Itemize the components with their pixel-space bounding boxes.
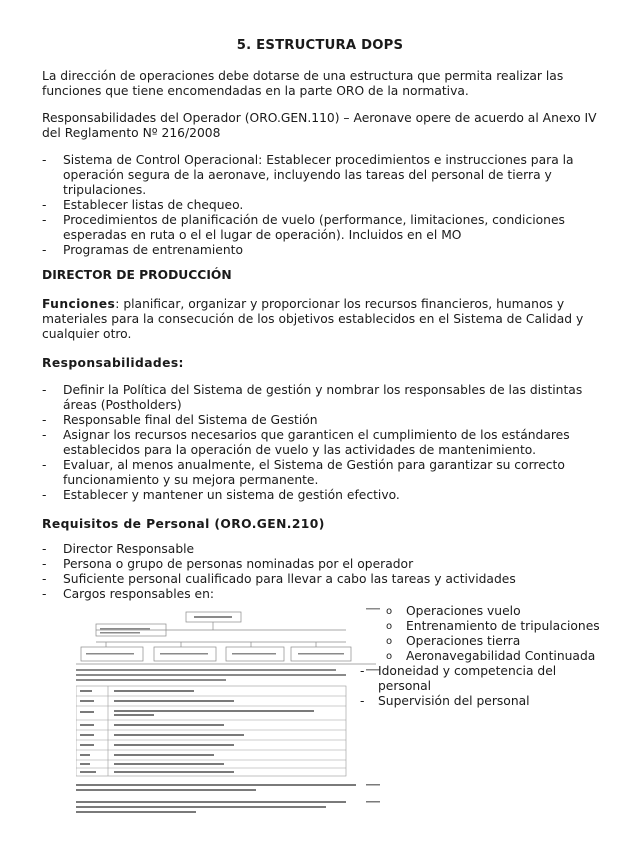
personnel-requirements-list — [42, 542, 598, 602]
list-item: o Aeronavegabilidad Continuada — [386, 649, 600, 664]
responsibilities-list — [42, 383, 598, 503]
list-item: - Establecer y mantener un sistema de gestión efectivo. — [42, 488, 598, 503]
intro-paragraph: La dirección de operaciones debe dotarse de una estructura que permita realizar las funciones que tiene encomendadas en la parte ORO de la normativa. — [42, 69, 564, 98]
list-item: - Director Responsable — [42, 542, 598, 557]
list-item: - Establecer listas de chequeo. — [42, 198, 598, 213]
list-item: o Entrenamiento de tripulaciones — [386, 619, 600, 634]
list-item: - Programas de entrenamiento — [42, 243, 598, 258]
list-item: - Procedimientos de planificación de vuelo (performance, limitaciones, condiciones esperadas en ruta o el el lugar de operación). Incluidos en el MO — [42, 213, 598, 243]
list-item: o Operaciones tierra — [386, 634, 600, 649]
right-column — [360, 604, 600, 709]
document-page — [42, 38, 598, 832]
personnel-requirements-heading: Requisitos de Personal (ORO.GEN.210) — [42, 517, 325, 531]
cargos-list — [360, 604, 600, 664]
org-chart-thumbnail — [76, 602, 386, 827]
responsibilities-heading: Responsabilidades: — [42, 356, 184, 370]
list-item: o Operaciones vuelo — [386, 604, 600, 619]
list-item: - Evaluar, al menos anualmente, el Sistema de Gestión para garantizar su correcto funcionamiento y su mejora permanente. — [42, 458, 598, 488]
operator-items-list — [42, 153, 598, 258]
director-heading: DIRECTOR DE PRODUCCIÓN — [42, 268, 232, 282]
list-item: - Persona o grupo de personas nominadas por el operador — [42, 557, 598, 572]
bottom-section — [42, 602, 598, 832]
list-item: - Cargos responsables en: — [42, 587, 598, 602]
list-item: - Definir la Política del Sistema de gestión y nombrar los responsables de las distintas áreas (Postholders) — [42, 383, 598, 413]
operator-responsibilities-header: Responsabilidades del Operador (ORO.GEN.110) – Aeronave opere de acuerdo al Anexo IV del Reglamento Nº 216/2008 — [42, 111, 597, 140]
list-item: - Suficiente personal cualificado para llevar a cabo las tareas y actividades — [42, 572, 598, 587]
list-item: - Supervisión del personal — [360, 694, 600, 709]
extra-requirements-list — [360, 664, 600, 709]
list-item: - Sistema de Control Operacional: Establecer procedimientos e instrucciones para la operación segura de la aeronave, incluyendo las tareas del personal de tierra y tripulaciones. — [42, 153, 598, 198]
list-item: - Idoneidad y competencia del personal — [360, 664, 600, 694]
functions-text: : planificar, organizar y proporcionar los recursos financieros, humanos y materiales para la consecución de los objetivos establecidos en el Sistema de Calidad y cualquier otro. — [42, 297, 584, 341]
functions-paragraph — [42, 297, 598, 342]
functions-term: Funciones — [42, 297, 116, 311]
list-item: - Asignar los recursos necesarios que garanticen el cumplimiento de los estándares establecidos para la operación de vuelo y las actividades de mantenimiento. — [42, 428, 598, 458]
list-item: - Responsable final del Sistema de Gestión — [42, 413, 598, 428]
page-title: 5. ESTRUCTURA DOPS — [236, 38, 404, 53]
